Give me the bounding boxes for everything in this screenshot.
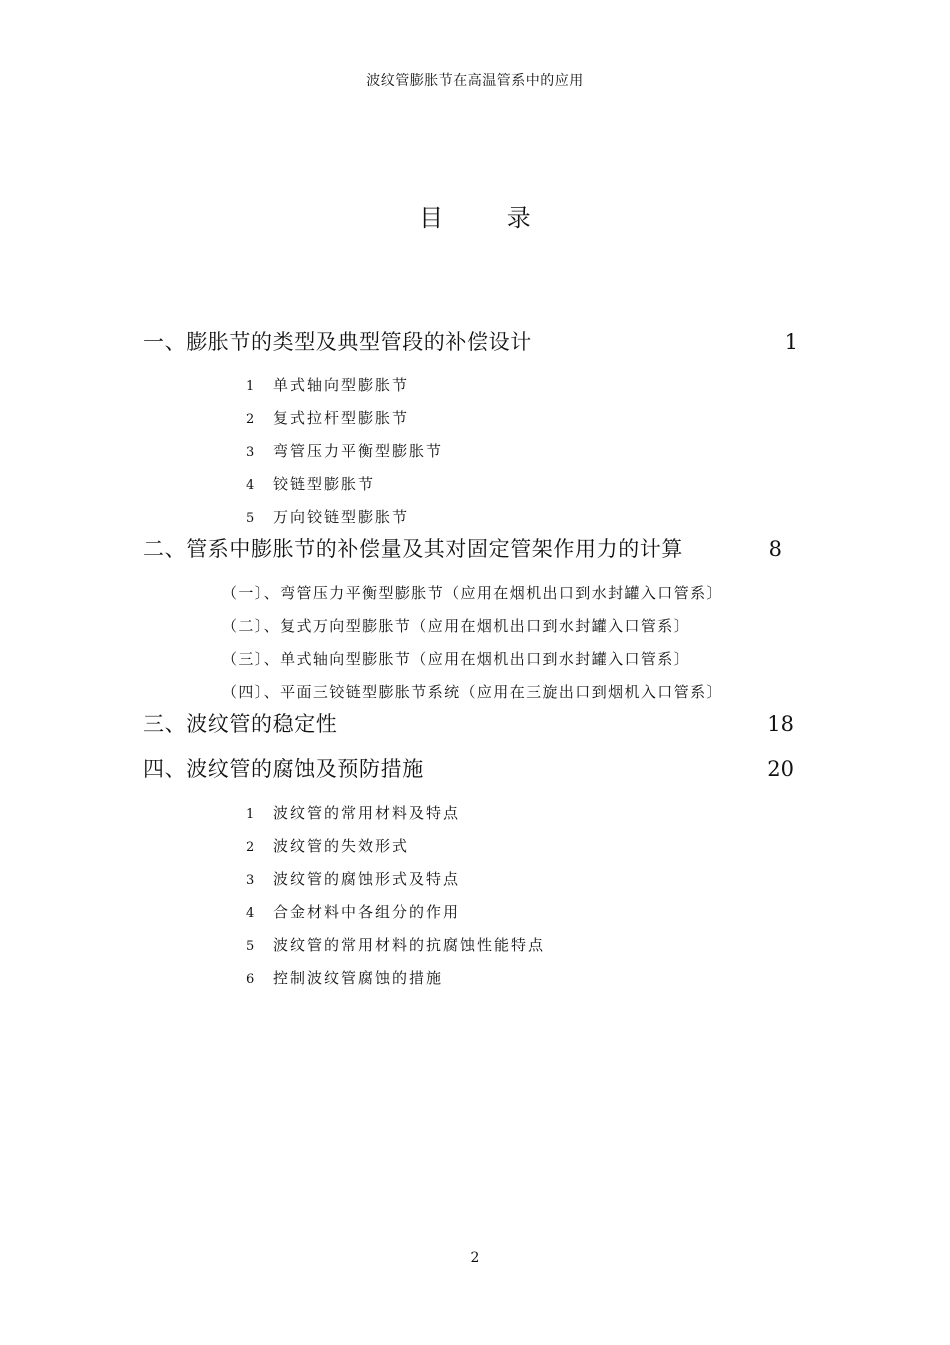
- item-number: 3: [246, 873, 255, 888]
- toc-subitem[interactable]: （四〕、平面三铰链型膨胀节系统（应用在三旋出口到烟机入口管系〕: [222, 683, 723, 701]
- running-header: 波纹管膨胀节在高温管系中的应用: [366, 73, 584, 89]
- toc-chapter-3[interactable]: [143, 709, 798, 739]
- chapter-page-number: 8: [768, 537, 782, 561]
- toc-item[interactable]: [246, 802, 460, 826]
- item-text: 万向铰链型膨胀节: [273, 508, 410, 526]
- chapter-page-number: 20: [767, 757, 794, 781]
- page-number: 2: [470, 1250, 480, 1266]
- toc-item[interactable]: [246, 440, 443, 464]
- toc-item[interactable]: [246, 473, 375, 497]
- item-text: 控制波纹管腐蚀的措施: [273, 969, 444, 987]
- item-number: 6: [246, 972, 255, 987]
- toc-subitem[interactable]: （二〕、复式万向型膨胀节（应用在烟机出口到水封罐入口管系〕: [222, 617, 691, 635]
- toc-item[interactable]: [246, 374, 409, 398]
- chapter-title: 二、管系中膨胀节的补偿量及其对固定管架作用力的计算: [143, 537, 683, 561]
- chapter-page-number: 18: [767, 712, 794, 736]
- toc-subitem[interactable]: （三〕、单式轴向型膨胀节（应用在烟机出口到水封罐入口管系〕: [222, 650, 691, 668]
- toc-subitem[interactable]: （一〕、弯管压力平衡型膨胀节（应用在烟机出口到水封罐入口管系〕: [222, 584, 723, 602]
- item-number: 5: [246, 939, 255, 954]
- item-number: 2: [246, 412, 255, 427]
- item-number: 4: [246, 478, 255, 493]
- toc-item[interactable]: [246, 934, 545, 958]
- page-title: 目 录: [419, 204, 559, 232]
- toc-item[interactable]: [246, 407, 409, 431]
- chapter-title: 三、波纹管的稳定性: [143, 712, 338, 736]
- toc-item[interactable]: [246, 868, 460, 892]
- item-number: 4: [246, 906, 255, 921]
- item-number: 1: [246, 379, 255, 394]
- item-text: 铰链型膨胀节: [273, 475, 376, 493]
- item-text: 波纹管的常用材料的抗腐蚀性能特点: [273, 936, 546, 954]
- chapter-title: 四、波纹管的腐蚀及预防措施: [143, 757, 424, 781]
- toc-chapter-1[interactable]: [143, 327, 798, 357]
- item-text: 弯管压力平衡型膨胀节: [273, 442, 444, 460]
- item-text: 波纹管的常用材料及特点: [273, 804, 461, 822]
- item-text: 波纹管的腐蚀形式及特点: [273, 870, 461, 888]
- item-text: 单式轴向型膨胀节: [273, 376, 410, 394]
- chapter-page-number: 1: [784, 330, 798, 354]
- toc-item[interactable]: [246, 901, 460, 925]
- item-text: 复式拉杆型膨胀节: [273, 409, 410, 427]
- item-number: 2: [246, 840, 255, 855]
- toc-chapter-4[interactable]: [143, 754, 798, 784]
- item-number: 3: [246, 445, 255, 460]
- toc-item[interactable]: [246, 835, 409, 859]
- item-text: 合金材料中各组分的作用: [273, 903, 461, 921]
- toc-item[interactable]: [246, 967, 443, 991]
- toc-chapter-2[interactable]: [143, 534, 798, 564]
- toc-item[interactable]: [246, 506, 409, 530]
- item-text: 波纹管的失效形式: [273, 837, 410, 855]
- item-number: 5: [246, 511, 255, 526]
- item-number: 1: [246, 807, 255, 822]
- chapter-title: 一、膨胀节的类型及典型管段的补偿设计: [143, 330, 532, 354]
